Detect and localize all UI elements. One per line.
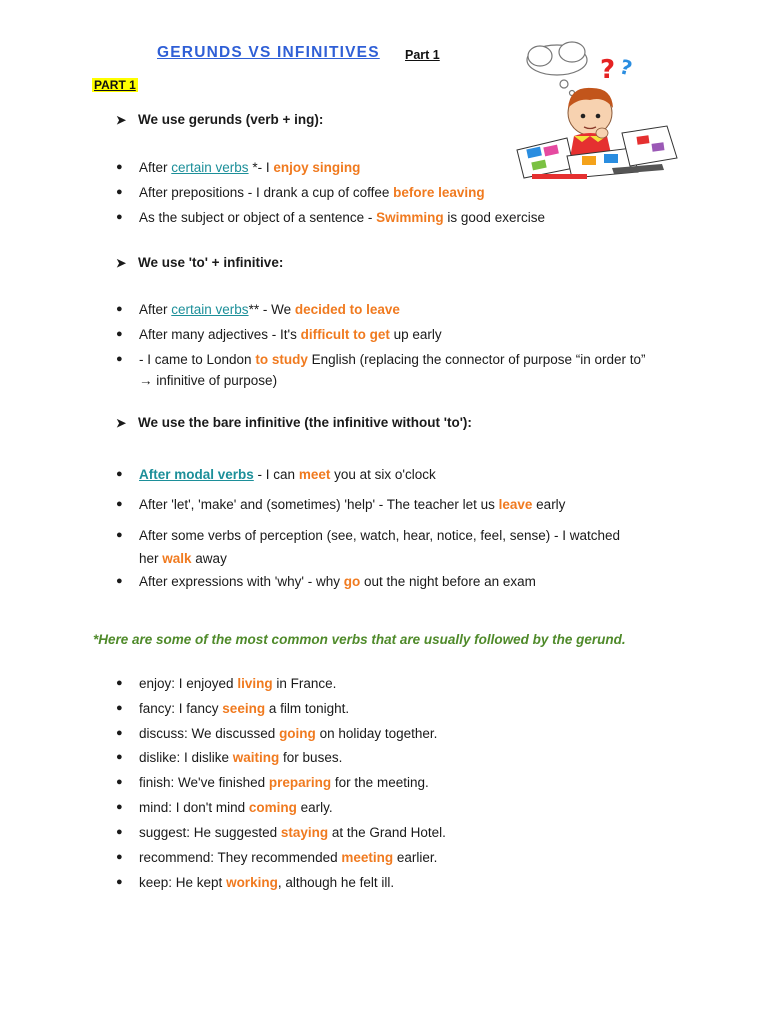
- bullet-icon: ●: [116, 727, 123, 739]
- page-title: GERUNDS VS INFINITIVES: [157, 44, 380, 61]
- section-heading: ➤ We use gerunds (verb + ing):: [116, 112, 324, 127]
- list-item: ● As the subject or object of a sentence - Swimming is good exercise: [116, 207, 696, 228]
- bullet-icon: ●: [116, 851, 123, 863]
- bullet-icon: ●: [116, 801, 123, 813]
- arrow-bullet-icon: ➤: [116, 113, 127, 127]
- list-item: ● finish: We've finished preparing for the meeting.: [116, 772, 696, 793]
- bullet-icon: ●: [116, 186, 123, 198]
- svg-text:?: ?: [617, 54, 635, 81]
- bullet-icon: ●: [116, 575, 123, 587]
- bullet-icon: ●: [116, 776, 123, 788]
- bullet-icon: ●: [116, 303, 123, 315]
- arrow-bullet-icon: ➤: [116, 256, 127, 270]
- list-item: ● After modal verbs - I can meet you at six o'clock: [116, 464, 696, 485]
- list-item: ● discuss: We discussed going on holiday together.: [116, 723, 696, 744]
- list-item: ● fancy: I fancy seeing a film tonight.: [116, 698, 696, 719]
- bullet-icon: ●: [116, 751, 123, 763]
- bullet-icon: ●: [116, 529, 123, 541]
- bullet-icon: ●: [116, 211, 123, 223]
- bullet-icon: ●: [116, 677, 123, 689]
- bullet-icon: ●: [116, 161, 123, 173]
- svg-text:?: ?: [600, 55, 616, 85]
- section-heading: ➤ We use the bare infinitive (the infinitive without 'to'):: [116, 415, 472, 430]
- list-item: ● After many adjectives - It's difficult to get up early: [116, 324, 696, 345]
- list-item: ● keep: He kept working, although he felt ill.: [116, 872, 696, 893]
- page-subtitle: Part 1: [405, 48, 440, 62]
- thought-cloud-icon: [527, 42, 587, 96]
- list-item: ● After 'let', 'make' and (sometimes) 'help' - The teacher let us leave early: [116, 494, 696, 515]
- section-heading: ➤ We use 'to' + infinitive:: [116, 255, 284, 270]
- bullet-icon: ●: [116, 826, 123, 838]
- part-label: PART 1: [94, 78, 136, 92]
- bullet-icon: ●: [116, 876, 123, 888]
- list-item: ● After certain verbs *- I enjoy singing: [116, 157, 696, 178]
- gerund-note: *Here are some of the most common verbs that are usually followed by the gerund.: [93, 632, 626, 647]
- list-item: ● enjoy: I enjoyed living in France.: [116, 673, 696, 694]
- list-item: ● recommend: They recommended meeting earlier.: [116, 847, 696, 868]
- list-item: ● - I came to London to study English (replacing the connector of purpose “in order to” → infinitive of purpose): [116, 349, 696, 391]
- list-item: ● After expressions with 'why' - why go out the night before an exam: [116, 571, 696, 592]
- list-item: ● After certain verbs** - We decided to leave: [116, 299, 696, 320]
- list-item: ● mind: I don't mind coming early.: [116, 797, 696, 818]
- list-item: ● suggest: He suggested staying at the Grand Hotel.: [116, 822, 696, 843]
- bullet-icon: ●: [116, 328, 123, 340]
- bullet-icon: ●: [116, 702, 123, 714]
- list-item: ● After some verbs of perception (see, watch, hear, notice, feel, sense) - I watched her walk away: [116, 524, 696, 570]
- list-item: ● dislike: I dislike waiting for buses.: [116, 747, 696, 768]
- bullet-icon: ●: [116, 468, 123, 480]
- arrow-bullet-icon: ➤: [116, 416, 127, 430]
- bullet-icon: ●: [116, 353, 123, 365]
- list-item: ● After prepositions - I drank a cup of coffee before leaving: [116, 182, 696, 203]
- bullet-icon: ●: [116, 498, 123, 510]
